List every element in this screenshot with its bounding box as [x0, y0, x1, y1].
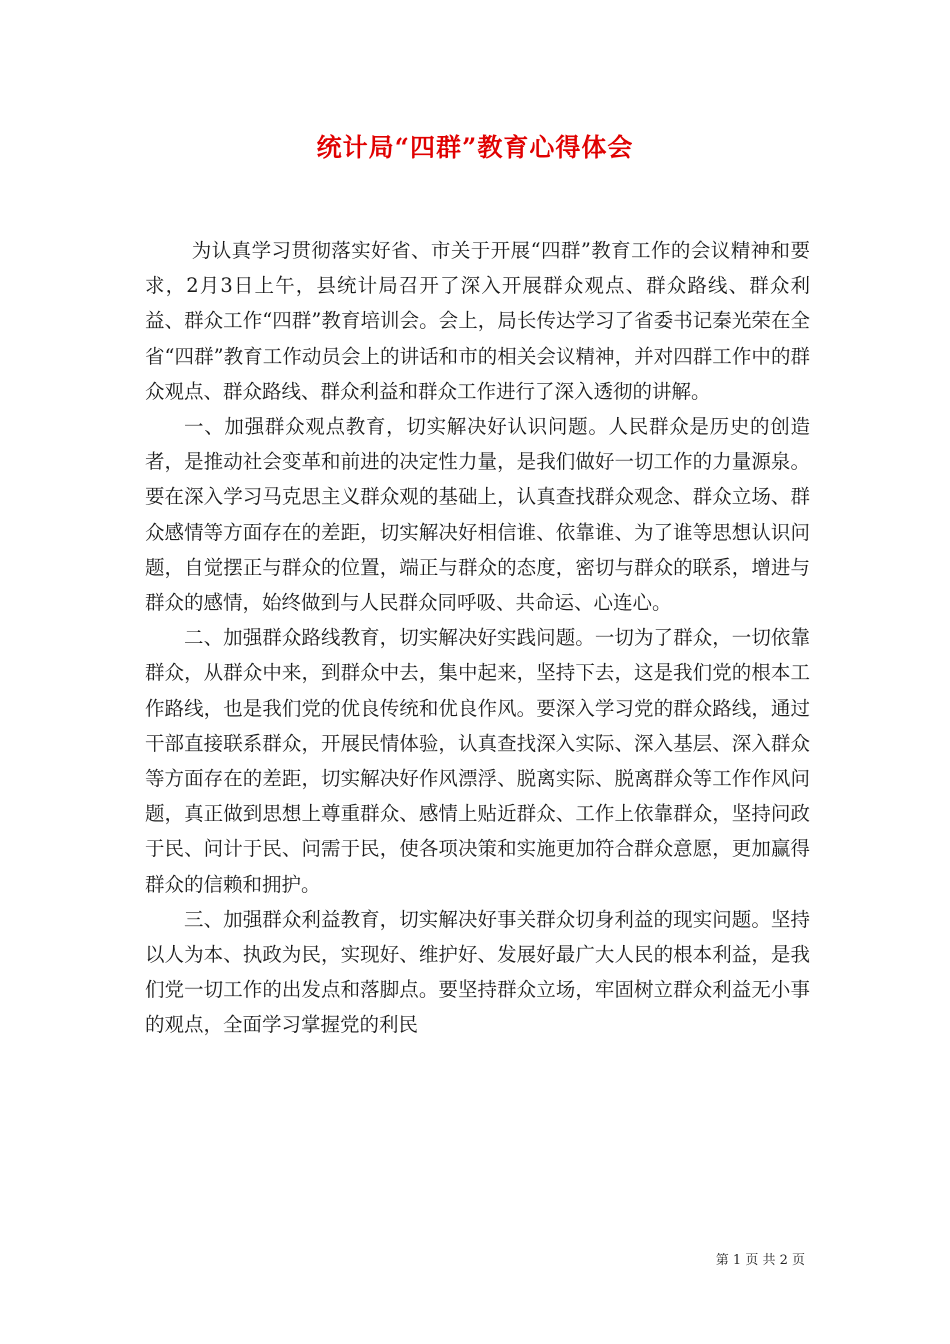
paragraph-section-3: 三、加强群众利益教育，切实解决好事关群众切身利益的现实问题。坚持以人为本、执政为民，实现好、维护好、发展好最广大人民的根本利益，是我们党一切工作的出发点和落脚点。要坚持群众立场，牢固树立群众利益无小事的观点，全面学习掌握党的利民 [145, 907, 810, 1037]
page-number-footer: 第 1 页 共 2 页 [715, 1253, 805, 1268]
paragraph-section-2: 二、加强群众路线教育，切实解决好实践问题。一切为了群众，一切依靠群众，从群众中来，到群众中去，集中起来，坚持下去，这是我们党的根本工作路线，也是我们党的优良传统和优良作风。要深入学习党的群众路线，通过干部直接联系群众，开展民情体验，认真查找深入实际、深入基层、深入群众等方面存在的差距，切实解决好作风漂浮、脱离实际、脱离群众等工作作风问题，真正做到思想上尊重群众、感情上贴近群众、工作上依靠群众，坚持问政于民、问计于民、问需于民，使各项决策和实施更加符合群众意愿，更加赢得群众的信赖和拥护。 [145, 626, 810, 896]
document-body [145, 233, 810, 1043]
paragraph-section-1: 一、加强群众观点教育，切实解决好认识问题。人民群众是历史的创造者，是推动社会变革和前进的决定性力量，是我们做好一切工作的力量源泉。要在深入学习马克思主义群众观的基础上，认真查找群众观念、群众立场、群众感情等方面存在的差距，切实解决好相信谁、依靠谁、为了谁等思想认识问题，自觉摆正与群众的位置，端正与群众的态度，密切与群众的联系，增进与群众的感情，始终做到与人民群众同呼吸、共命运、心连心。 [145, 415, 810, 615]
paragraph-intro: 为认真学习贯彻落实好省、市关于开展“四群”教育工作的会议精神和要求，2月3日上午，县统计局召开了深入开展群众观点、群众路线、群众利益、群众工作“四群”教育培训会。会上，局长传达学习了省委书记秦光荣在全省“四群”教育工作动员会上的讲话和市的相关会议精神，并对四群工作中的群众观点、群众路线、群众利益和群众工作进行了深入透彻的讲解。 [145, 239, 810, 403]
document-title: 统计局“四群”教育心得体会 [316, 133, 634, 162]
